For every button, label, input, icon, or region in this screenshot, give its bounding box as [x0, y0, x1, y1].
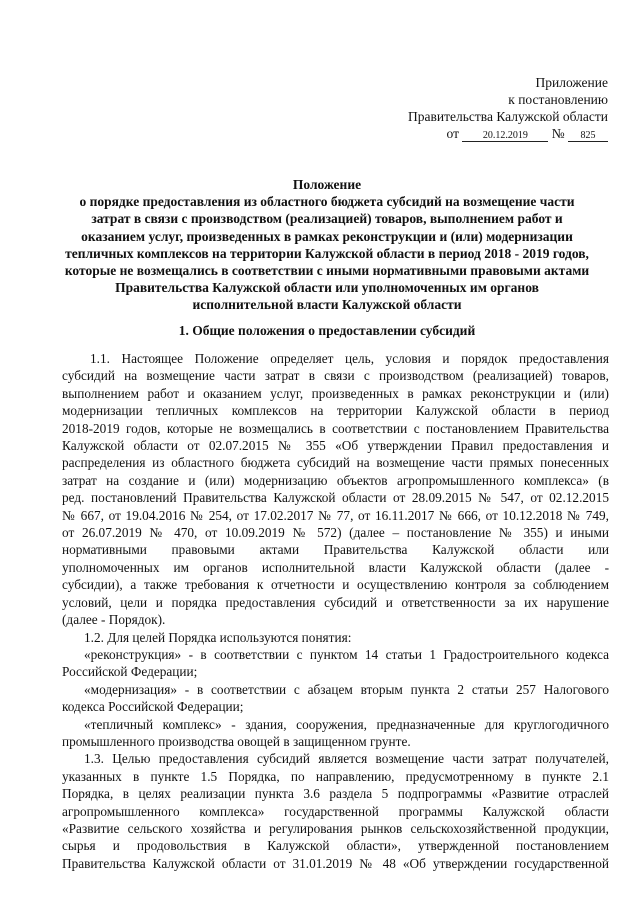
paragraph-line: указанных в пункте 1.5 Порядка, по направлению, предусмотренному в пункте 2.1	[62, 768, 609, 784]
title-line: Правительства Калужской области или уполномоченных им органов	[115, 280, 539, 296]
document-body	[62, 350, 609, 872]
paragraph-line: Калужской области от 02.07.2015 № 355 «Об утверждении Правил предоставления и	[62, 438, 609, 454]
paragraph-line: от 26.07.2019 № 470, от 10.09.2019 № 572) (далее – постановление № 355) и иными	[62, 525, 609, 541]
appendix-title: Приложение	[535, 75, 608, 90]
title-line: о порядке предоставления из областного бюджета субсидий на возмещение части	[79, 194, 575, 210]
paragraph-line: субсидий на возмещение части затрат в связи с производством (реализацией) товаров,	[62, 368, 609, 384]
definition-line: «тепличный комплекс» - здания, сооружения, предназначенные для круглогодичного	[84, 716, 609, 732]
paragraph-line: выполнением работ и оказанием услуг, произведенных в рамках реконструкции и (или)	[62, 385, 609, 401]
paragraph-line: уполномоченных им органов исполнительной власти Калужской области (далее -	[62, 559, 609, 575]
paragraph-line: агропромышленного комплекса» государственной программы Калужской области	[62, 803, 609, 819]
paragraph-line: условий, цели и порядка предоставления субсидий и ответственности за их нарушение	[62, 594, 609, 610]
order-date: 20.12.2019	[462, 130, 548, 142]
number-label: №	[551, 126, 565, 141]
title-line: исполнительной власти Калужской области	[192, 297, 462, 313]
appendix-order-line	[408, 125, 608, 142]
appendix-header	[408, 74, 608, 142]
document-title	[52, 176, 602, 314]
paragraph-line: 1.3. Целью предоставления субсидий является возмещение части затрат получателей,	[84, 751, 609, 767]
title-line: оказанием услуг, произведенных в рамках реконструкции и (или) модернизации	[81, 228, 573, 244]
paragraph-line: Порядка, в целях реализации пункта 3.6 раздела 5 подпрограммы «Развитие отраслей	[62, 786, 609, 802]
definition-line: промышленного производства овощей в защищенном грунте.	[62, 733, 411, 749]
title-line: тепличных комплексов на территории Калужской области в период 2018 - 2019 годов,	[65, 245, 589, 261]
paragraph-line: модернизации тепличных комплексов на территории Калужской области в период	[62, 403, 609, 419]
paragraph-line: 1.2. Для целей Порядка используются понятия:	[84, 629, 352, 645]
from-label: от	[446, 126, 459, 141]
title-heading: Положение	[292, 177, 362, 192]
appendix-subtitle: к постановлению	[508, 92, 608, 107]
paragraph-line: затрат на создание и (или) модернизацию объектов агропромышленного комплекса» (в	[62, 472, 609, 488]
paragraph-line: (далее - Порядок).	[62, 612, 166, 628]
paragraph-line: 1.1. Настоящее Положение определяет цель, условия и порядок предоставления	[90, 351, 609, 366]
paragraph-line: ред. постановлений Правительства Калужской области от 28.09.2015 № 547, от 02.12.2015	[62, 490, 609, 506]
definition-line: «реконструкция» - в соответствии с пунктом 14 статьи 1 Градостроительного кодекса	[84, 646, 609, 662]
paragraph-line: Правительства Калужской области от 31.01.2019 № 48 «Об утверждении государственной	[62, 855, 609, 871]
paragraph-line: нормативными правовыми актами Правительства Калужской области или	[62, 542, 609, 558]
paragraph-line: сырья и продовольствия в Калужской области», утвержденной постановлением	[62, 838, 609, 854]
section-heading: 1. Общие положения о предоставлении субсидий	[178, 323, 476, 338]
paragraph-line: «Развитие сельского хозяйства и регулирования рынков сельскохозяйственной продукции,	[62, 820, 609, 836]
appendix-authority: Правительства Калужской области	[407, 109, 608, 124]
paragraph-line: субсидии), а также требования к отчетности и осуществлению контроля за соблюдением	[62, 577, 609, 593]
paragraph-line: 2018-2019 годов, которые не возмещались в соответствии с постановлением Правительства	[62, 420, 609, 436]
order-number: 825	[568, 130, 608, 142]
paragraph-line: № 667, от 19.04.2016 № 254, от 17.02.2017 № 77, от 16.11.2017 № 666, от 10.12.2018 № 749,	[62, 507, 609, 523]
title-line: которые не возмещались в соответствии с иными нормативными правовыми актами	[64, 263, 590, 279]
definition-line: «модернизация» - в соответствии с абзацем вторым пункта 2 статьи 257 Налогового	[84, 681, 609, 697]
definition-line: Российской Федерации;	[62, 664, 198, 680]
title-line: затрат в связи с производством (реализацией) товаров, выполнением работ и	[91, 211, 563, 227]
definition-line: кодекса Российской Федерации;	[62, 699, 244, 715]
paragraph-line: распределения из областного бюджета субсидий на возмещение части прямых понесенных	[62, 455, 609, 471]
